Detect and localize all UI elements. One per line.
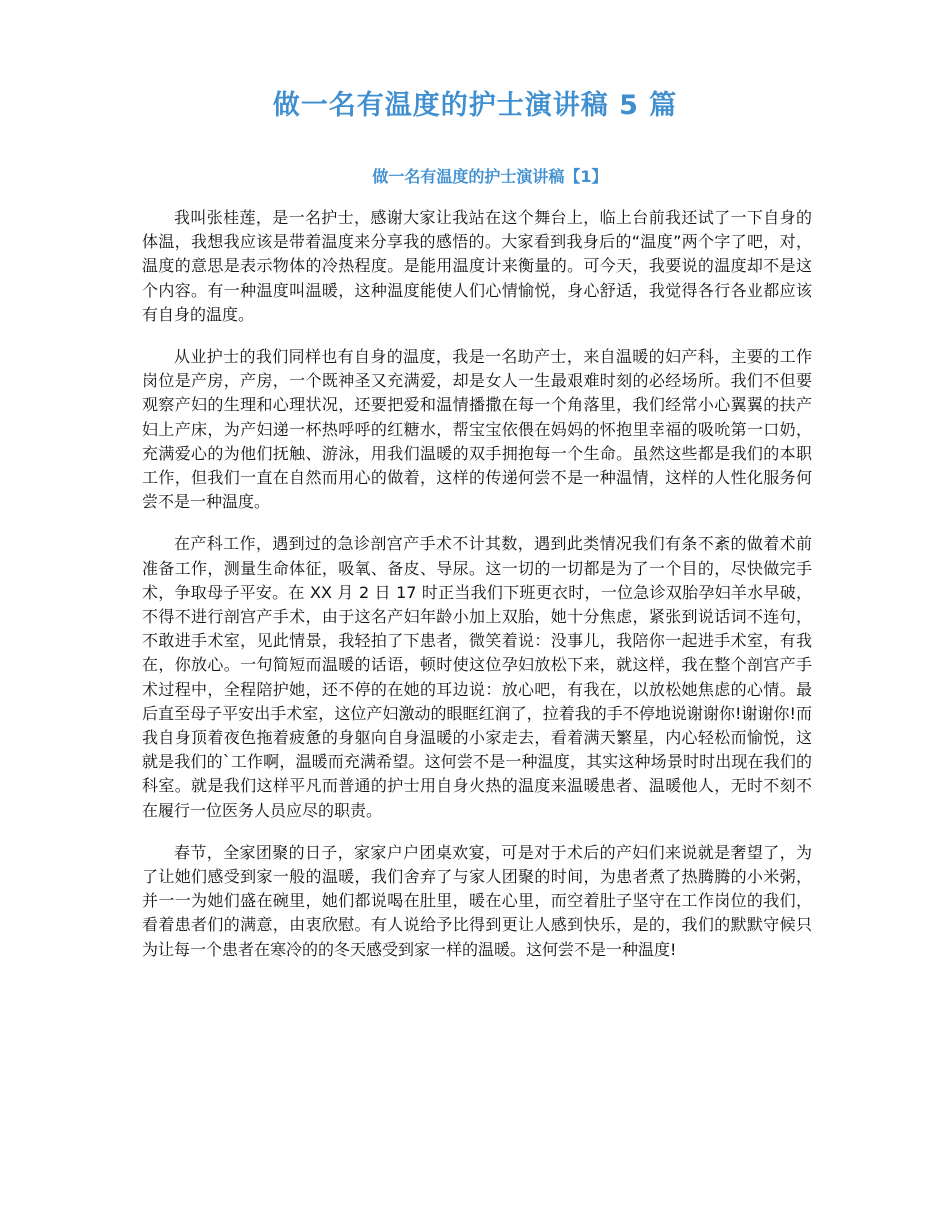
paragraph-4: 春节，全家团聚的日子，家家户户团桌欢宴，可是对于术后的产妇们来说就是奢望了，为了让她们感受到家一般的温暖，我们舍弃了与家人团聚的时间，为患者煮了热腾腾的小米粥，并一一为她们盛在碗里，她们都说喝在肚里，暖在心里，而空着肚子坚守在工作岗位的我们，看着患者们的满意，由衷欣慰。有人说给予比得到更让人感到快乐，是的，我们的默默守候只为让每一个患者在寒冷的的冬天感受到家一样的温暖。这何尝不是一种温度! bbox=[142, 842, 812, 959]
paragraph-2: 从业护士的我们同样也有自身的温度，我是一名助产士，来自温暖的妇产科，主要的工作岗位是产房，产房，一个既神圣又充满爱，却是女人一生最艰难时刻的必经场所。我们不但要观察产妇的生理和心理状况，还要把爱和温情播撒在每一个角落里，我们经常小心翼翼的扶产妇上产床，为产妇递一杯热呼呼的红糖水，帮宝宝依偎在妈妈的怀抱里幸福的吸吮第一口奶，充满爱心的为他们抚触、游泳，用我们温暖的双手拥抱每一个生命。虽然这些都是我们的本职工作，但我们一直在自然而用心的做着，这样的传递何尝不是一种温情，这样的人性化服务何尝不是一种温度。 bbox=[142, 347, 812, 512]
document-body bbox=[142, 206, 812, 980]
section-heading: 做一名有温度的护士演讲稿【1】 bbox=[372, 167, 608, 186]
document-title: 做一名有温度的护士演讲稿 5 篇 bbox=[272, 90, 678, 121]
paragraph-3: 在产科工作，遇到过的急诊剖宫产手术不计其数，遇到此类情况我们有条不紊的做着术前准备工作，测量生命体征，吸氧、备皮、导尿。这一切的一切都是为了一个目的，尽快做完手术，争取母子平安。在 XX 月 2 日 17 时正当我们下班更衣时，一位急诊双胎孕妇羊水早破，不得不进行剖宫产手术，由于这名产妇年龄小加上双胎，她十分焦虑，紧张到说话词不连句，不敢进手术室，见此情景，我轻拍了下患者，微笑着说：没事儿，我陪你一起进手术室，有我在，你放心。一句简短而温暖的话语，顿时使这位孕妇放松下来，就这样，我在整个剖宫产手术过程中，全程陪护她，还不停的在她的耳边说：放心吧，有我在，以放松她焦虑的心情。最后直至母子平安出手术室，这位产妇激动的眼眶红润了，拉着我的手不停地说谢谢你!谢谢你!而我自身顶着夜色拖着疲惫的身躯向自身温暖的小家走去，看着满天繁星，内心轻松而愉悦，这就是我们的`工作啊，温暖而充满希望。这何尝不是一种温度，其实这种场景时时出现在我们的科室。就是我们这样平凡而普通的护士用自身火热的温度来温暖患者、温暖他人，无时不刻不在履行一位医务人员应尽的职责。 bbox=[142, 534, 812, 820]
paragraph-1: 我叫张桂莲，是一名护士，感谢大家让我站在这个舞台上，临上台前我还试了一下自身的体温，我想我应该是带着温度来分享我的感悟的。大家看到我身后的“温度”两个字了吧，对，温度的意思是表示物体的冷热程度。是能用温度计来衡量的。可今天，我要说的温度却不是这个内容。有一种温度叫温暖，这种温度能使人们心情愉悦，身心舒适，我觉得各行各业都应该有自身的温度。 bbox=[142, 208, 812, 324]
